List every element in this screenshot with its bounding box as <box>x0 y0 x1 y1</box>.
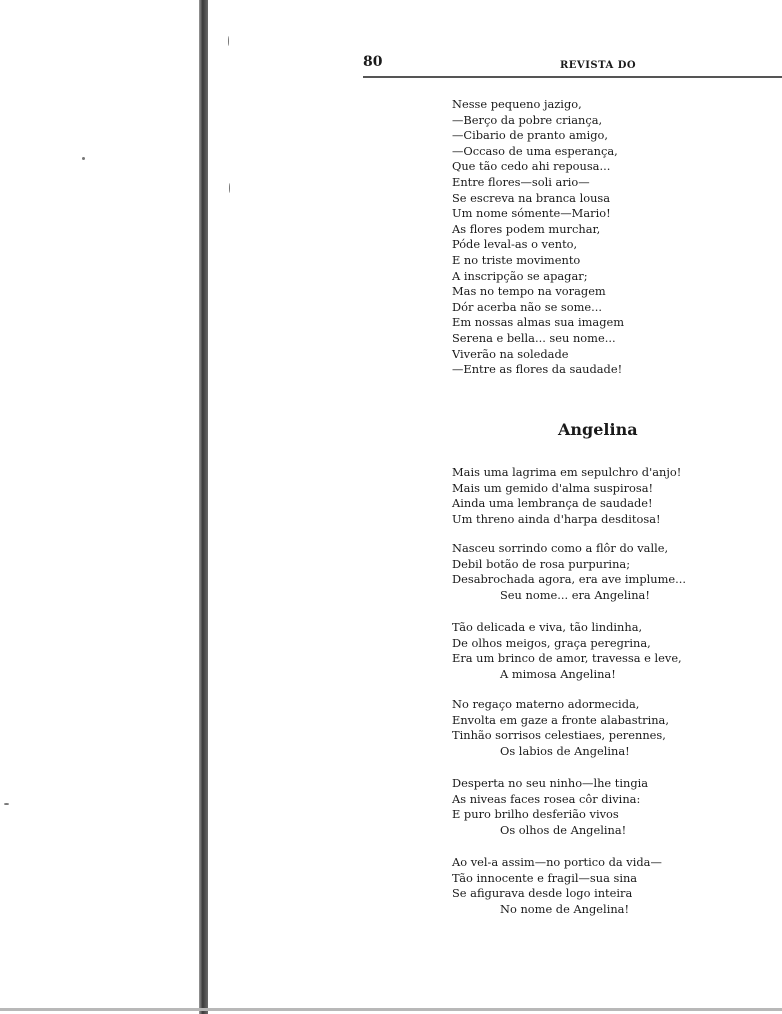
verse-refrain: Seu nome... era Angelina! <box>500 587 650 602</box>
verse-line: E puro brilho desferião vivos <box>452 807 619 822</box>
verse-line: —Cibario de pranto amigo, <box>452 128 608 143</box>
verse-line: Envolta em gaze a fronte alabastrina, <box>452 712 669 727</box>
verse-line: Tão delicada e viva, tão lindinha, <box>452 620 643 634</box>
book-gutter <box>199 0 208 1014</box>
stanza <box>452 855 662 917</box>
verse-line: As niveas faces rosea côr divina: <box>452 791 641 806</box>
stanza <box>452 465 681 527</box>
verse-line: De olhos meigos, graça peregrina, <box>452 635 651 650</box>
verse-line: No regaço materno adormecida, <box>452 697 640 711</box>
verse-line: Entre flores—soli ario— <box>452 174 590 189</box>
verse-line: Desperta no seu ninho—lhe tingia <box>452 776 649 790</box>
scan-speck <box>229 183 230 193</box>
verse-line: A inscripção se apagar; <box>452 268 588 283</box>
stanza <box>452 776 648 838</box>
verse-line: Nesse pequeno jazigo, <box>452 97 582 111</box>
page-bottom-edge <box>0 1008 782 1011</box>
verse-line: Tinhão sorrisos celestiaes, perennes, <box>452 728 666 743</box>
verse-line: Mas no tempo na voragem <box>452 284 606 299</box>
verse-line: Um nome sómente—Mario! <box>452 206 611 221</box>
verse-line: Que tão cedo ahi repousa... <box>452 159 611 174</box>
verse-line: Se afigurava desde logo inteira <box>452 886 633 901</box>
verse-line: —Occaso de uma esperança, <box>452 143 618 158</box>
stanza <box>452 541 686 603</box>
verse-line: Em nossas almas sua imagem <box>452 315 625 330</box>
page-number: 80 <box>363 54 383 70</box>
stanza <box>452 620 682 682</box>
poem-title: Angelina <box>558 420 638 439</box>
verse-refrain: Os labios de Angelina! <box>500 743 630 758</box>
verse-line: Ao vel-a assim—no portico da vida— <box>452 855 662 869</box>
verse-line: Viverão na soledade <box>452 346 569 361</box>
verse-refrain: No nome de Angelina! <box>500 901 630 916</box>
verse-line: As flores podem murchar, <box>452 221 601 236</box>
verse-line: Se escreva na branca lousa <box>452 190 611 205</box>
verse-line: Ainda uma lembrança de saudade! <box>452 496 653 511</box>
verse-refrain: Os olhos de Angelina! <box>500 822 627 837</box>
scan-speck <box>82 157 85 160</box>
verse-line: Dór acerba não se some... <box>452 299 603 314</box>
scan-speck <box>228 36 229 46</box>
header-rule <box>363 76 782 78</box>
intro-poem <box>452 97 624 378</box>
scan-speck <box>4 803 9 805</box>
verse-line: Mais uma lagrima em sepulchro d'anjo! <box>452 465 682 479</box>
verse-line: E no triste movimento <box>452 252 581 267</box>
verse-line: Desabrochada agora, era ave implume... <box>452 572 687 587</box>
verse-line: Serena e bella... seu nome... <box>452 330 616 345</box>
verse-refrain: A mimosa Angelina! <box>500 666 616 681</box>
verse-line: Nasceu sorrindo como a flôr do valle, <box>452 541 669 555</box>
verse-line: —Berço da pobre criança, <box>452 112 603 127</box>
verse-line: Tão innocente e fragil—sua sina <box>452 870 638 885</box>
verse-line: —Entre as flores da saudade! <box>452 362 623 377</box>
verse-line: Mais um gemido d'alma suspirosa! <box>452 480 654 495</box>
running-head: REVISTA DO <box>560 60 637 71</box>
verse-line: Era um brinco de amor, travessa e leve, <box>452 651 682 666</box>
stanza <box>452 697 669 759</box>
verse-line: Um threno ainda d'harpa desditosa! <box>452 511 661 526</box>
verse-line: Póde leval-as o vento, <box>452 237 578 252</box>
verse-line: Debil botão de rosa purpurina; <box>452 556 631 571</box>
